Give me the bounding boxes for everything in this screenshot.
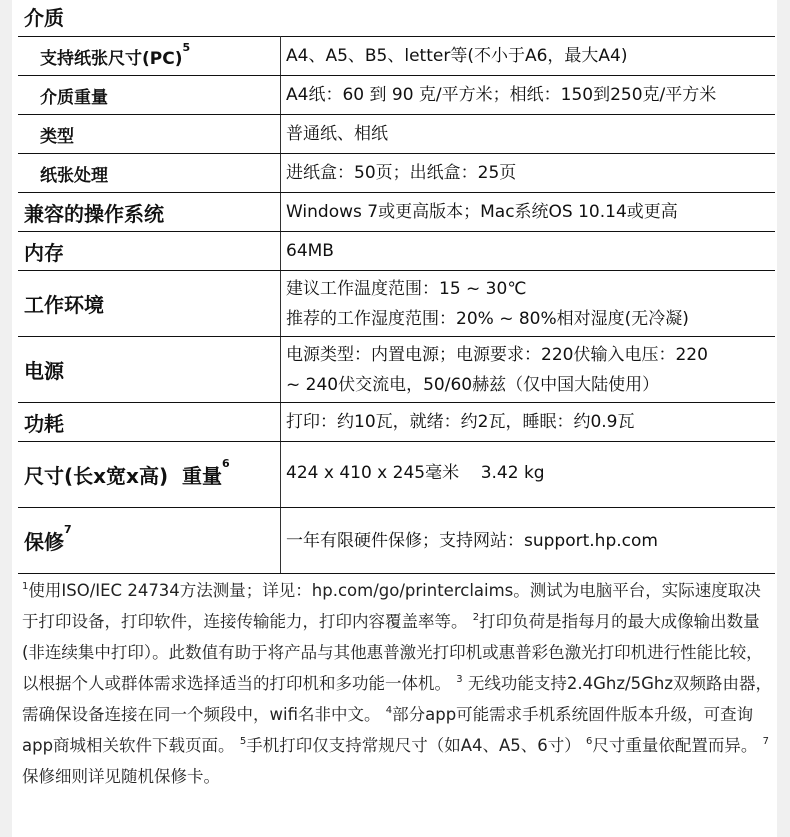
table-row: [18, 154, 775, 193]
row-value: 64MB: [281, 232, 776, 271]
spec-table: [18, 36, 775, 574]
row-label: 内存: [18, 232, 281, 271]
row-value: 424 x 410 x 245毫米 3.42 kg: [281, 442, 776, 508]
table-row: [18, 337, 775, 403]
row-value: 电源类型：内置电源；电源要求：220伏输入电压：220 ~ 240伏交流电，50/60赫兹（仅中国大陆使用）: [281, 337, 776, 403]
table-row: [18, 403, 775, 442]
table-row: [18, 115, 775, 154]
footnote-5: 手机打印仅支持常规尺寸（如A4、A5、6寸）: [246, 736, 581, 755]
table-row: [18, 508, 775, 574]
footnote-1: 使用ISO/IEC 24734方法测量；详见：hp.com/go/printerclaims。测试为电脑平台，实际速度取决于打印设备，打印软件，连接传输能力，打印内容覆盖率等。: [22, 581, 761, 631]
row-value: A4纸：60 到 90 克/平方米；相纸：150到250克/平方米: [281, 76, 776, 115]
row-value: Windows 7或更高版本；Mac系统OS 10.14或更高: [281, 193, 776, 232]
table-row: [18, 193, 775, 232]
footnote-6: 尺寸重量依配置而异。: [592, 736, 758, 755]
table-row: [18, 232, 775, 271]
row-label: 兼容的操作系统: [18, 193, 281, 232]
row-label: 保修$^7$: [18, 508, 281, 574]
row-label: 类型: [18, 115, 281, 154]
table-row: [18, 37, 775, 76]
footnotes: $^1$使用ISO/IEC 24734方法测量；详见：hp.com/go/printerclaims。测试为电脑平台，实际速度取决于打印设备，打印软件，连接传输能力，打印内容覆盖率等。 $^2$打印负荷是指每月的最大成像输出数量(非连续集中打印）。此数值有助于将产品与其他惠普激光打印机或惠普彩色激光打印机进行性能比较，以根据个人或群体需求选择适当的打印机和多功能一体机。 $^3$ 无线功能支持2.4Ghz/5Ghz双频路由器，需确保设备连接在同一个频段中，wifi名非中文。 $^4$部分app可能需求手机系统固件版本升级，可查询app商城相关软件下载页面。 $^5$手机打印仅支持常规尺寸（如A4、A5、6寸） $^6$尺寸重量依配置而异。 $^7$保修细则详见随机保修卡。: [22, 581, 772, 786]
row-value: 建议工作温度范围：15 ~ 30℃ 推荐的工作湿度范围：20% ~ 80%相对湿度(无冷凝): [281, 271, 776, 337]
row-value: 打印：约10瓦，就绪：约2瓦，睡眠：约0.9瓦: [281, 403, 776, 442]
row-label: 工作环境: [18, 271, 281, 337]
row-label: 支持纸张尺寸(PC)$^5$: [18, 37, 281, 76]
table-row: [18, 76, 775, 115]
footnote-2: 打印负荷是指每月的最大成像输出数量(非连续集中打印）。此数值有助于将产品与其他惠普激光打印机或惠普彩色激光打印机进行性能比较，以根据个人或群体需求选择适当的打印机和多功能一体机。: [22, 612, 763, 693]
spec-page: [12, 0, 777, 837]
row-value: 一年有限硬件保修；支持网站：support.hp.com: [281, 508, 776, 574]
row-value: A4、A5、B5、letter等(不小于A6，最大A4): [281, 37, 776, 76]
row-value: 进纸盒：50页；出纸盒：25页: [281, 154, 776, 193]
row-label: 介质重量: [18, 76, 281, 115]
section-title-media: 介质: [24, 6, 64, 30]
row-value: 普通纸、相纸: [281, 115, 776, 154]
row-label: 尺寸(长x宽x高) 重量$^6$: [18, 442, 281, 508]
table-row: [18, 271, 775, 337]
footnote-3: 无线功能支持2.4Ghz/5Ghz双频路由器，需确保设备连接在同一个频段中，wifi名非中文。: [22, 674, 772, 724]
row-label: 功耗: [18, 403, 281, 442]
row-label: 电源: [18, 337, 281, 403]
footnote-4: 部分app可能需求手机系统固件版本升级，可查询app商城相关软件下载页面。: [22, 705, 754, 755]
row-label: 纸张处理: [18, 154, 281, 193]
table-row: [18, 442, 775, 508]
footnote-7: 保修细则详见随机保修卡。: [22, 767, 220, 786]
